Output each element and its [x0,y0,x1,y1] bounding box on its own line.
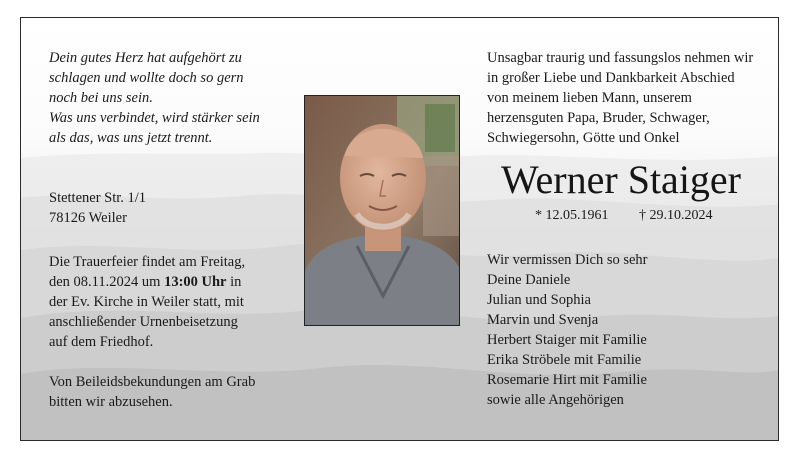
announcement-line: Schwiegersohn, Götte und Onkel [487,130,680,146]
ceremony-line-tail: in [226,274,242,290]
ceremony-line: Die Trauerfeier findet am Freitag, [49,254,246,270]
poem [49,48,260,148]
condolence-line: Von Beileidsbekundungen am Grab [49,374,256,390]
mourner-line: Marvin und Svenja [487,312,599,328]
obituary-card [20,17,779,441]
portrait-illustration [305,96,460,326]
deceased-name: Werner Staiger [501,157,741,202]
announcement-text [487,48,753,148]
mourner-line: Julian und Sophia [487,292,591,308]
ceremony-line: der Ev. Kirche in Weiler statt, mit [49,294,244,310]
announcement-line: Unsagbar traurig und fassungslos nehmen wir [487,50,754,66]
address [49,188,146,228]
announcement-line: herzensguten Papa, Bruder, Schwager, [487,110,710,126]
death-date: † 29.10.2024 [639,208,713,223]
announcement-line: in großer Liebe und Dankbarkeit Abschied [487,70,735,86]
poem-line: als das, was uns jetzt trennt. [49,130,213,146]
mourner-line: Herbert Staiger mit Familie [487,332,647,348]
address-street: Stettener Str. 1/1 [49,190,147,206]
portrait-photo [304,95,460,326]
ceremony-date-text: den 08.11.2024 um [49,274,165,290]
ceremony-time: 13:00 Uhr [164,274,227,290]
condolence-line: bitten wir abzusehen. [49,394,173,410]
poem-line: Dein gutes Herz hat aufgehört zu [49,50,242,66]
poem-line: Was uns verbindet, wird stärker sein [49,110,260,126]
announcement-line: von meinem lieben Mann, unserem [487,90,692,106]
poem-line: noch bei uns sein. [49,90,153,106]
address-city: 78126 Weiler [49,210,127,226]
funeral-ceremony-info [49,252,245,352]
mourner-line: sowie alle Angehörigen [487,392,624,408]
ceremony-line: auf dem Friedhof. [49,334,154,350]
mourner-line: Rosemarie Hirt mit Familie [487,372,647,388]
mourner-line: Erika Ströbele mit Familie [487,352,642,368]
condolence-note [49,372,255,412]
ceremony-line: anschließender Urnenbeisetzung [49,314,238,330]
ceremony-line [49,272,245,292]
poem-line: schlagen und wollte doch so gern [49,70,244,86]
birth-date: * 12.05.1961 [535,208,609,223]
mourner-line: Wir vermissen Dich so sehr [487,252,648,268]
mourner-line: Deine Daniele [487,272,571,288]
mourners-list [487,250,648,410]
